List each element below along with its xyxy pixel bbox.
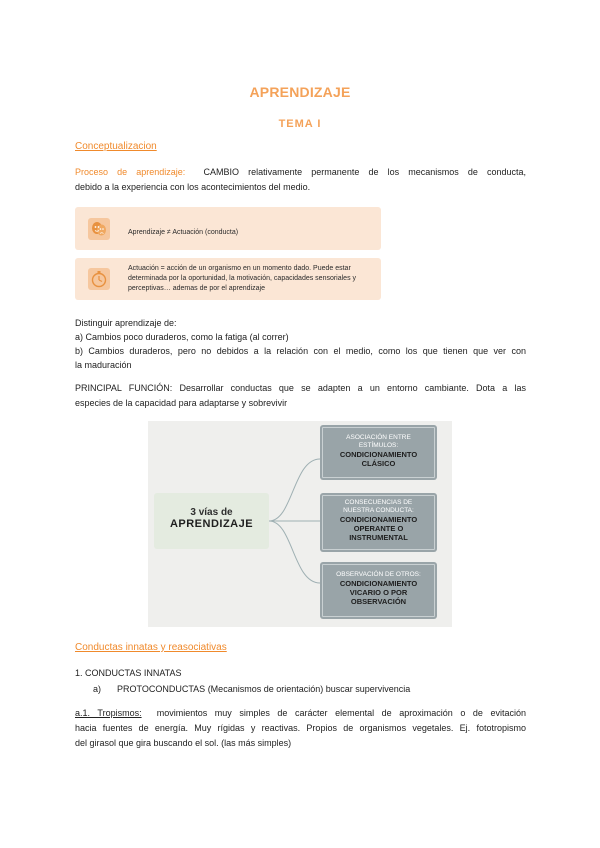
distinguir-block: [75, 316, 526, 372]
list-marker: a): [93, 684, 102, 694]
branch-small-text: NUESTRA CONDUCTA:: [343, 507, 414, 514]
branch-big-text: INSTRUMENTAL: [349, 533, 408, 542]
branch-big-text: OBSERVACIÓN: [350, 597, 407, 606]
proceso-line-2: debido a la experiencia con los acontecimientos del medio.: [75, 182, 311, 192]
branch-small-text: ESTÍMULOS:: [358, 442, 399, 449]
innatas-heading: 1. CONDUCTAS INNATAS: [75, 668, 182, 678]
protoconductas-text: PROTOCONDUCTAS (Mecanismos de orientación) buscar supervivencia: [117, 684, 411, 694]
tropismos-label: a.1. Tropismos:: [75, 708, 142, 718]
diagram-main-box: [154, 493, 269, 549]
distinguir-line: la maduración: [75, 360, 132, 370]
proceso-line-1: [75, 165, 526, 180]
branch-small-text: ASOCIACIÓN ENTRE: [346, 434, 411, 441]
diagram-branch-clasico: [320, 425, 437, 480]
principal-line-1: PRINCIPAL FUNCIÓN: Desarrollar conductas que se adapten a un entorno cambiante. Dota a las: [75, 383, 526, 393]
principal-funcion-paragraph: [75, 381, 526, 411]
branch-big-text: CONDICIONAMIENTO: [339, 515, 418, 524]
branch-big-text: VICARIO O POR: [349, 588, 408, 597]
callout-card-actuacion: [75, 258, 381, 300]
tropismos-line-1-text: movimientos muy simples de carácter elemental de aproximación o de evitación: [156, 708, 526, 718]
branch-small-text: CONSECUENCIAS DE: [344, 499, 413, 506]
diagram-branch-operante: [320, 493, 437, 552]
section-heading-conceptualizacion: Conceptualizacion: [75, 141, 157, 152]
distinguir-line: a) Cambios poco duraderos, como la fatiga (al correr): [75, 332, 289, 342]
branch-small-text: OBSERVACIÓN DE OTROS:: [336, 571, 421, 578]
tropismos-line-3: del girasol que gira buscando el sol. (las más simples): [75, 738, 292, 748]
tropismos-paragraph: [75, 706, 526, 751]
tropismos-line-2: hacia fuentes de energía. Muy rígidas y reactivas. Propios de organismos vegetales. Ej. fototropismo: [75, 723, 526, 733]
page-subtitle: TEMA I: [278, 118, 322, 130]
protoconductas-item: [93, 682, 410, 697]
proceso-paragraph: [75, 165, 526, 195]
branch-big-text: CLÁSICO: [361, 459, 396, 468]
diagram-main-line2: APRENDIZAJE: [169, 518, 254, 530]
page-title: APRENDIZAJE: [249, 84, 351, 100]
branch-big-text: CONDICIONAMIENTO: [339, 450, 418, 459]
section-heading-conductas: Conductas innatas y reasociativas: [75, 642, 227, 653]
callout-text-actuacion: Actuación = acción de un organismo en un momento dado. Puede estar determinada por la oportunidad, la motivación, capacidades sensoriales y perceptivas… ademas de por el aprendizaje: [128, 265, 357, 292]
distinguir-line: Distinguir aprendizaje de:: [75, 318, 177, 328]
theater-masks-icon: [88, 218, 110, 240]
stopwatch-icon: [88, 268, 110, 290]
principal-line-2: especies de la capacidad para adaptarse y sobrevivir: [75, 398, 288, 408]
callout-text-aprendizaje: Aprendizaje ≠ Actuación (conducta): [128, 229, 239, 236]
diagram-branch-vicario: [320, 562, 437, 619]
branch-big-text: CONDICIONAMIENTO: [339, 579, 418, 588]
branch-big-text: OPERANTE O: [353, 524, 404, 533]
callout-card-aprendizaje: [75, 207, 381, 250]
learning-paths-diagram: [148, 421, 452, 627]
diagram-main-line1: 3 vías de: [190, 507, 233, 518]
distinguir-line: b) Cambios duraderos, pero no debidos a la relación con el medio, como los que tienen que ver con: [75, 346, 526, 356]
proceso-line-1-text: CAMBIO relativamente permanente de los mecanismos de conducta,: [203, 167, 526, 177]
tropismos-line-1: [75, 706, 526, 721]
proceso-label: Proceso de aprendizaje:: [75, 167, 186, 177]
